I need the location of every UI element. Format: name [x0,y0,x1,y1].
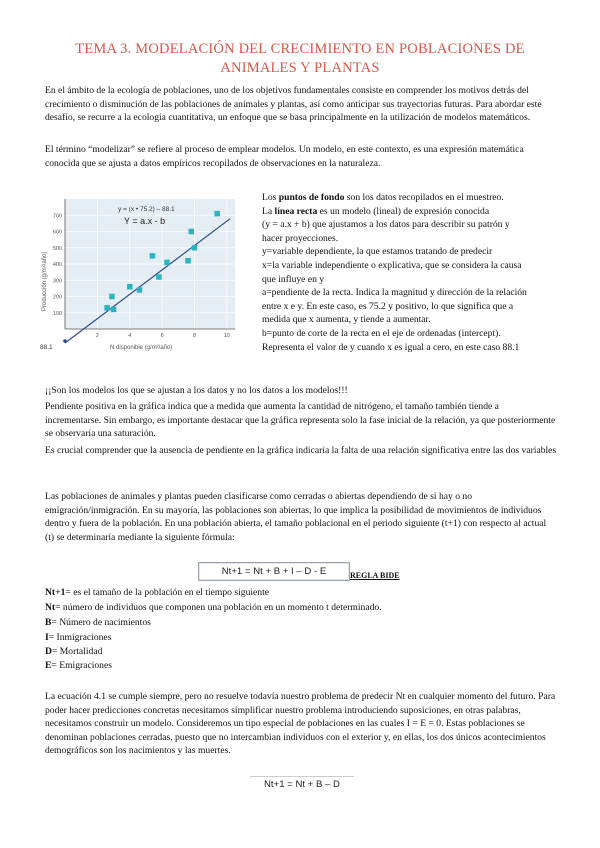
explanation-line: Representa el valor de y cuando x es igual a cero, en este caso 88.1 [262,341,520,353]
x-tick-label: 2 [95,333,99,339]
data-point [104,305,110,311]
x-axis-label: N disponible (g/m²/año) [110,345,173,351]
data-point [164,260,170,266]
explanation-line: Los puntos de fondo son los datos recopilados en el muestreo. [262,192,504,203]
definition-item: Nt= número de individuos que componen una población en un momento t determinado. [45,602,382,613]
explanation-line: y=variable dependiente, la que estamos tratando de predecir [262,246,493,258]
data-point [111,307,117,313]
x-tick-label: 10 [223,333,230,339]
closed-population-formula: Nt+1 = Nt + B – D [250,776,354,791]
x-tick-label: 6 [160,333,164,339]
zero-slope-note: Es crucial comprender que la ausencia de pendiente en la gráfica indicaría la falta de una relación significativa entre las dos variables [45,445,557,456]
x-tick-label: 4 [128,333,132,339]
data-point [150,253,156,259]
intro-paragraph-2: El término “modelizar” se refiere al proceso de emplear modelos. Un modelo, en este contexto, es una expresión matemática conocida que se ajusta a datos empíricos recopilados de observaciones en la naturaleza. [45,144,524,169]
explanation-line: hacer proyecciones. [262,232,339,244]
explanation-line: entre x e y. En este caso, es 75.2 y positivo, lo que significa que a [262,300,514,312]
equation-label: y = (x • 75.2) – 88.1 [118,206,175,213]
explanation-line: x=la variable independiente o explicativa, que se considera la causa [262,259,522,271]
equation-paragraph: La ecuación 4.1 se cumple siempre, pero no resuelve todavía nuestro problema de predecir Nt en cualquier momento del futuro. Para poder hacer predicciones concretas necesitamos simplificar nuestro problema introduciendo suposiciones, en otras palabras, necesitamos construir un modelo. Consideremos un tipo especial de poblaciones en las cuales I = E = 0. Estas poblaciones se denominan poblaciones cerradas, puesto que no intercambian individuos con el exterior y, en ellas, los dos únicos acontecimientos demográficos son los nacimientos y las muertes. [45,691,556,757]
slope-note: Pendiente positiva en la gráfica indica que a medida que aumenta la cantidad de nitrógeno, el tamaño también tiende a incrementarse. Sin embargo, es importante destacar que la gráfica representa solo la fase inicial de la relación, ya que posteriormente se observaría una saturación. [45,401,556,440]
definition-item: B= Número de nacimientos [45,617,151,628]
y-tick-label: 400 [52,262,62,268]
chart-explanation [262,191,562,354]
regla-bide-label: REGLA BIDE [350,571,400,580]
explanation-line: a=pendiente de la recta. Indica la magnitud y dirección de la relación [262,287,527,299]
data-point [156,274,162,280]
explanation-line: que influye en y [262,273,325,285]
regression-chart [40,191,248,353]
explanation-line: medida que x aumenta, y tiende a aumentar. [262,314,431,326]
definition-item: D= Mortalidad [45,646,103,657]
y-tick-label: 500 [52,245,62,252]
data-point [192,245,198,251]
data-point [189,229,195,235]
y-tick-label: 600 [52,229,62,236]
page-title: TEMA 3. MODELACIÓN DEL CRECIMIENTO EN POBLACIONES DE ANIMALES Y PLANTAS [75,41,525,76]
explanation-line: b=punto de corte de la recta en el eje de ordenadas (intercept). [262,327,501,339]
explanation-line: (y = a.x + b) que ajustamos a los datos para describir su patrón y [262,219,510,231]
bide-formula: Nt+1 = Nt + B + I – D - E [198,562,350,581]
data-point [137,287,143,293]
models-note: ¡¡Son los modelos los que se ajustan a los datos y no los datos a los modelos!!! [45,385,348,396]
definition-item: E= Emigraciones [45,660,112,671]
data-point [109,294,115,300]
definition-item: I= Inmigraciones [45,632,112,643]
model-label: Y = a.x - b [124,216,166,226]
x-tick-label: 8 [192,333,197,339]
intercept-point [63,339,67,343]
y-axis-label: Producción (g/m²/año) [42,251,48,311]
populations-paragraph: Las poblaciones de animales y plantas pueden clasificarse como cerradas o abiertas dependiendo de si hay o no emigración/inmigración. En su mayoría, las poblaciones son abiertas, lo que implica la posibilidad de movimientos de individuos dentro y fuera de la población. En una población abierta, el tamaño poblacional en el periodo siguiente (t+1) con respecto al actual (t) se determinaría mediante la siguiente fórmula: [45,491,547,543]
data-point [127,284,133,290]
intercept-label: 88.1 [40,344,53,351]
y-tick-label: 700 [52,213,62,220]
y-tick-label: 300 [52,278,62,285]
explanation-line: La línea recta es un modelo (lineal) de expresión conocida [262,205,490,217]
y-tick-label: 200 [52,294,62,301]
definition-item: Nt+1= es el tamaño de la población en el tiempo siguiente [45,587,270,598]
data-point [214,211,220,217]
intro-paragraph-1: En el ámbito de la ecología de poblaciones, uno de los objetivos fundamentales consiste en comprender los motivos detrás del crecimiento o disminución de las poblaciones de animales y plantas, así como anticipar sus trayectorias futuras. Para abordar este desafío, se recurre a la ecología cuantitativa, un enfoque que se basa principalmente en la utilización de modelos matemáticos. [45,85,542,124]
data-point [185,258,191,264]
y-tick-label: 100 [52,310,62,317]
